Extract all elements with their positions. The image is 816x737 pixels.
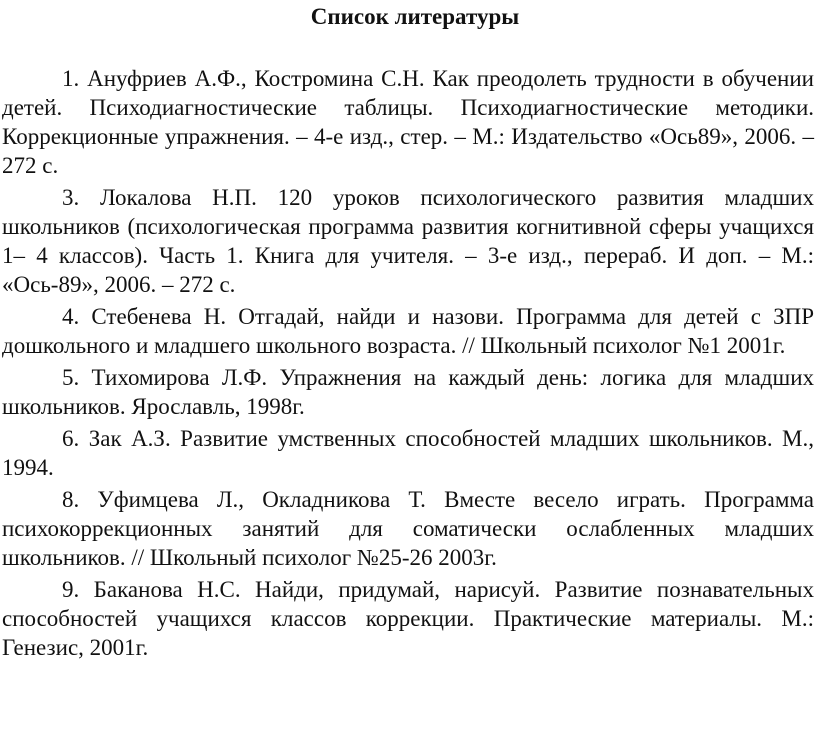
reference-entry-3: 3. Локалова Н.П. 120 уроков психологического развития младших школьников (психологическая программа развития когнитивной сферы учащихся 1– 4 классов). Часть 1. Книга для учителя. – 3-е изд., перераб. И доп. – М.: «Ось-89», 2006. – 272 с. — [2, 185, 814, 297]
reference-entry-8: 8. Уфимцева Л., Окладникова Т. Вместе весело играть. Программа психокоррекционных занятий для соматически ослабленных младших школьников. // Школьный психолог №25-26 2003г. — [2, 487, 814, 570]
page-title: Список литературы — [310, 4, 520, 29]
reference-entry-9: 9. Баканова Н.С. Найди, придумай, нарисуй. Развитие познавательных способностей учащихся классов коррекции. Практические материалы. М.: Генезис, 2001г. — [2, 577, 814, 660]
reference-entry-6: 6. Зак А.З. Развитие умственных способностей младших школьников. М., 1994. — [2, 426, 814, 480]
reference-entry-4: 4. Стебенева Н. Отгадай, найди и назови. Программа для детей с ЗПР дошкольного и младшего школьного возраста. // Школьный психолог №1 2001г. — [2, 304, 814, 358]
reference-entry-5: 5. Тихомирова Л.Ф. Упражнения на каждый день: логика для младших школьников. Ярославль, 1998г. — [2, 365, 814, 419]
reference-entry-1: 1. Ануфриев А.Ф., Костромина С.Н. Как преодолеть трудности в обучении детей. Психодиагностические таблицы. Психодиагностические методики. Коррекционные упражнения. – 4-е изд., стер. – М.: Издательство «Ось89», 2006. – 272 с. — [2, 66, 814, 178]
